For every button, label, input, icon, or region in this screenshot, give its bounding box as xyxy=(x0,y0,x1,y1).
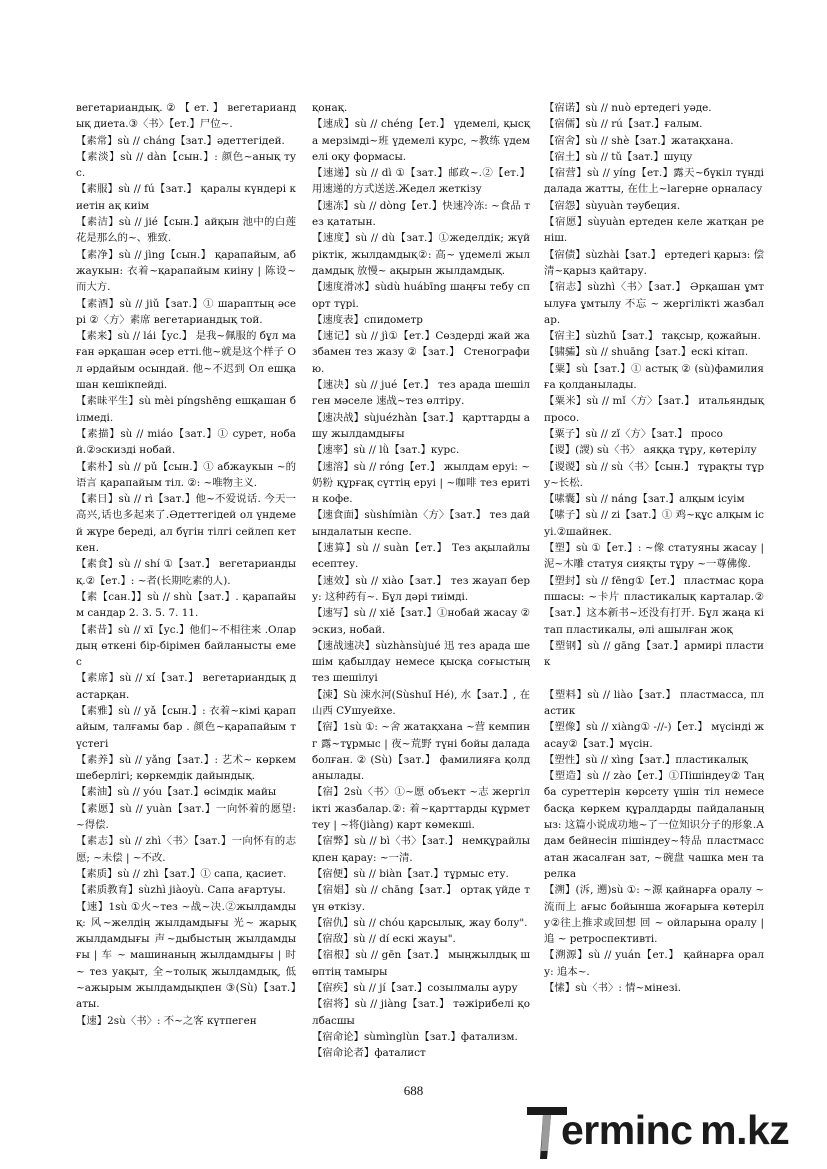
dictionary-entry: 【素志】sù // zhì〈书〉【зат.】一向怀有的志愿; ~未偿 | ~不改. xyxy=(76,835,296,864)
dictionary-entry: 【速度滑冰】sùdù huábīng шаңғы тебу спорт түрі. xyxy=(312,281,530,310)
termincom-logo[interactable] xyxy=(527,1103,817,1163)
dictionary-entry: 【宿土】sù // tǔ【зат.】шуцу xyxy=(544,150,693,163)
dictionary-entry: 【速记】sù // jì①【ет.】Сөздерді жай жазбамен тез жазу ②【зат.】 Стенографию. xyxy=(312,330,530,375)
dictionary-entry: 【素净】sù // jìng【сын.】 қарапайым, абжаукын: 衣着~қарапайым киіну | 陈设~而大方. xyxy=(76,248,296,294)
dictionary-entry: 【塑像】sù // xiàng① -//-)【ет.】 мүсінді жасау②【зат.】мүсін. xyxy=(544,721,764,750)
dictionary-entry: 【速决战】sùjuézhàn【зат.】 қарттарды ашу жылдамдығы xyxy=(312,411,530,440)
dictionary-entry: 【宿便】sù // biàn【зат.】тұрмыс ету. xyxy=(312,867,509,880)
dictionary-entry: 【宿】2sù〈书〉①~愿 объект ~志 жергілікті жазбалар.②: 着~қарттарды құрметтеу | ~将(jiàng) карт көмекші. xyxy=(312,786,530,832)
dictionary-entry: 【速】1sù ①火~тез ~战~决.②жылдамдық: 风~желдің жылдамдығы 光~ жарық жылдамдығы 声~дыбыстың жылдамдығы | 车 ~ машинаның жылдамдығы | 时 ~ тез уақыт, 全~толық жылдамдық, 低 ~ажырым жылдамдықпен ③(Sù)【зат.】аты. xyxy=(76,900,296,1011)
dictionary-entry: 【速度表】спидометр xyxy=(312,313,423,326)
dictionary-entry: 【宿仇】sù // chóu қарсылық, жау болу". xyxy=(312,916,528,929)
dictionary-entry: 【溯源】sù // yuán【ет.】 қайнарға оралу: 追本~. xyxy=(544,949,764,978)
dictionary-entry: 【宿根】sù // gēn【зат.】 мыңжылдық шөптің тамыры xyxy=(312,949,530,978)
dictionary-entry: 【速算】sù // suàn【ет.】 Тез ақылайлы есептеу. xyxy=(312,542,530,571)
dictionary-entry: 【宿舍】sù // shè【зат.】жатақхана. xyxy=(544,134,734,147)
dictionary-entry: 【速写】sù // xiě【зат.】①нобай жасау ②эскиз, нобай. xyxy=(312,607,530,636)
dictionary-entry: 【谡谡】sù // sù〈书〉【сын.】 тұрақты тұру~长松. xyxy=(544,460,764,489)
dictionary-column-3 xyxy=(544,100,764,996)
dictionary-entry: 【素质】sù // zhì【зат.】① сапа, қасиет. xyxy=(76,867,287,880)
dictionary-entry: 【宿弊】sù // bì〈书〉【зат.】 немқұрайлықпен қарау: ~一清. xyxy=(312,835,530,864)
dictionary-entry: 【速战速决】sùzhànsùjué 迅 тез арада шешім қабылдау немесе қысқа соғыстың тез шешілуі xyxy=(312,639,530,685)
dictionary-entry: 【素来】sù // lái【ус.】 是我~佩服的 бұл маған әрқашан әсер етті.他~就是这个样子 Ол әрдайым осындай. 他~不迟到 Ол ешқашан кешікпейді. xyxy=(76,330,296,392)
dictionary-entry: 【愫】sù〈书〉: 情~мінезі. xyxy=(544,982,682,995)
dictionary-entry: 【素朴】sù // pǔ【сын.】① абжаукын ~的语言 қарапайым тіл. ②: ~唯物主义. xyxy=(76,460,296,489)
dictionary-entry: 【嗉囊】sù // náng【зат.】алқым ісуім xyxy=(544,493,745,506)
dictionary-entry: 【塑钢】sù // gāng【зат.】армирі пластик xyxy=(544,639,764,669)
dictionary-entry: 【宿命论者】фаталист xyxy=(312,1047,426,1060)
dictionary-entry: 【速率】sù // lǜ【зат.】курс. xyxy=(312,444,460,457)
dictionary-entry: 【塑】sù ①【ет.】: ~像 статуяны жасау | 泥~木雕 статуя сияқты тұру ~一尊佛像. xyxy=(544,542,764,571)
dictionary-entry: 【素描】sù // miáo【зат.】① сурет, нобай.②эскизді нобай. xyxy=(76,427,296,457)
dictionary-entry: 【粟】sù【зат.】① астық ② (sù)фамилияға қолданылады. xyxy=(544,362,764,392)
dictionary-entry: 【速溶】sù // róng【ет.】 жылдам еруі: ~奶粉 құрғақ сүттің еруі | ~咖啡 тез еритін кофе. xyxy=(312,460,530,506)
dictionary-entry: 【素雅】sù // yǎ【сын.】: 衣着~кімі қарапайым, талғамы бар . 颜色~қарапайым түстегі xyxy=(76,704,296,750)
dictionary-entry: 【速食面】sùshímiàn〈方〉【зат.】 тез дайындалатын кеспе. xyxy=(312,509,530,538)
dictionary-entry: 【粟米】sù // mǐ〈方〉【зат.】 итальяндық просо. xyxy=(544,395,764,424)
dictionary-entry: 【溯】(泝, 遡)sù ①: ~源 қайнарға оралу ~流而上 ағыс бойынша жоғарыға көтерілу②往上推求或回想 回 ~ ойларына оралу | 追 ~ ретроспективті. xyxy=(544,884,764,946)
dictionary-entry: 【素愿】sù // yuàn【зат.】一向怀着的愿望: ~得偿. xyxy=(76,802,296,832)
dictionary-entry: 【宿营】sù // yíng【ет.】露天~бүкіл түнді далада жатты, 在仕上~lагерне орналасу xyxy=(544,167,764,196)
dictionary-entry: 【素昔】sù // xī【ус.】他们~不相往来 .Олардың өткені бір-бірімен байланысты емес xyxy=(76,623,296,669)
dictionary-entry: 【宿】1sù ①: ~舍 жатақхана ~营 кемпинг 露~тұрмыс | 夜~荒野 түні бойы далада болған. ② (Sù)【зат.】 фамилияға қолданылады. xyxy=(312,721,530,783)
dictionary-entry: 【素服】sù // fú【зат.】 қаралы күндері киетін ақ киім xyxy=(76,183,296,212)
logo-text: erminc m.kz xyxy=(561,1107,790,1153)
dictionary-entry: 【嗉子】sù // zi【зат.】① 鸡~құс алқым ісуі.②шайнек. xyxy=(544,509,764,538)
dictionary-entry: 【素洁】sù // jié【сын.】айқын 池中的白莲花是那么的~、雅致. xyxy=(76,216,296,245)
dictionary-entry: 【素【сан.】】sù // shù【зат.】. қарапайым сандар 2. 3. 5. 7. 11. xyxy=(76,590,296,620)
dictionary-entry: 【宿敌】sù // dí ескі жауы". xyxy=(312,933,456,946)
dictionary-entry: 【素常】sù // cháng【зат.】әдеттегідей. xyxy=(76,134,285,147)
dictionary-entry: 【宿愿】sùyuàn ертеден келе жатқан реніш. xyxy=(544,216,764,245)
dictionary-entry: 【骕骦】sù // shuāng【зат.】ескі кітап. xyxy=(544,346,749,359)
dictionary-entry: 【粟子】sù // zǐ〈方〉【зат.】 просо xyxy=(544,427,723,440)
dictionary-entry: 【宿儒】sù // rú【зат.】ғалым. xyxy=(544,118,703,131)
dictionary-entry: 【素席】sù // xí【зат.】 вегетариандық дастарқан. xyxy=(76,672,296,701)
dictionary-entry: 【宿将】sù // jiàng【зат.】 тәжірибелі қолбасшы xyxy=(312,998,530,1027)
dictionary-entry: 【宿债】sùzhài【зат.】 ертедегі қарыз: 偿清~қарыз қайтару. xyxy=(544,248,764,277)
dictionary-entry: 【素昧平生】sù mèi píngshēng ешқашан білмеді. xyxy=(76,395,296,424)
dictionary-entry: 【速成】sù // chéng【ет.】 үдемелі, қысқа мерзімді~班 үдемелі курс, ~教练 үдемелі оқу формасы. xyxy=(312,118,530,163)
dictionary-entry: 【塑性】sù // xìng【зат.】пластикалық xyxy=(544,753,748,766)
dictionary-entry: 【宿主】sùzhǔ【зат.】 тақсыр, қожайын. xyxy=(544,330,761,343)
dictionary-entry: 【素食】sù // shí ①【зат.】 вегетариандық.②【ет.】: ~者(长期吃素的人). xyxy=(76,558,296,587)
dictionary-entry: 【素淡】sù // dàn【сын.】: 颜色~анық тус. xyxy=(76,150,296,180)
dictionary-entry: 【宿娼】sù // chāng【зат.】 ортақ үйде түн өткізу. xyxy=(312,884,530,913)
dictionary-entry: 【速效】sù // xiào【зат.】 тез жауап беру: 这种药有~. Бұл дәрі тиімді. xyxy=(312,574,530,603)
dictionary-column-2 xyxy=(312,100,530,1062)
page-number: 688 xyxy=(403,1083,424,1098)
dictionary-entry: 【塑封】sù // fēng①【ет.】 пластмас қорапшасы: ~卡片 пластикалық карталар.②【зат.】这本新书~还没有打开. Бұл жаңа кітап пластикалы, әлі ашылған жоқ xyxy=(544,574,764,636)
dictionary-entry: 【速冻】sù // dòng【ет.】快速冷冻: ~食品 тез қататын. xyxy=(312,199,530,229)
dictionary-entry: вегетариандық. ② 【 ет. 】 вегетариандық диета.③〈书〉【ет.】尸位~. xyxy=(76,102,296,131)
dictionary-entry: 【素油】sù // yóu【зат.】өсімдік майы xyxy=(76,786,277,799)
dictionary-entry: 【素酒】sù // jiǔ【зат.】① шараптың әсері ②〈方〉素席 вегетариандық той. xyxy=(76,297,296,326)
dictionary-entry: 【宿命论】sùmìnglùn【зат.】фатализм. xyxy=(312,1030,518,1043)
dictionary-entry: 【速递】sù // dì ①【зат.】邮政~.②【ет.】用速递的方式送送.Жедел жеткізу xyxy=(312,167,530,196)
dictionary-entry: 【宿志】sùzhì〈书〉【зат.】 Әрқашан ұмтылуға ұмтылу 不忘 ~ жергілікті жазбалар. xyxy=(544,281,764,326)
dictionary-entry: қонақ. xyxy=(312,102,348,114)
dictionary-entry: 【宿诺】sù // nuò ертедегі уәде. xyxy=(544,102,712,114)
dictionary-entry: 【素养】sù // yǎng【зат.】: 艺术~ көркем шеберлігі; көркемдік дайындық. xyxy=(76,753,296,783)
dictionary-entry: 【塑料】sù // liào【зат.】 пластмасса, пластик xyxy=(544,688,764,717)
dictionary-entry: 【素质教育】sùzhì jiàoyù. Сапа ағартуы. xyxy=(76,884,286,897)
dictionary-entry xyxy=(544,670,764,686)
dictionary-entry: 【宿疾】sù // jí【зат.】созылмалы ауру xyxy=(312,982,518,995)
dictionary-entry: 【塑造】sù // zào【ет.】①Пішіндеу② Таңба суреттерін көрсету үшін тіл немесе басқа көркем құралдарды пайдаланыңыз: 这篇小说成功地~了一位知识分子的形象.Адам бейнесін пішіндеу~特品 пластмассатан жасалған зат, ~碗盘 чашка мен тарелка xyxy=(544,770,764,880)
dictionary-entry: 【素日】sù // rì【зат.】他~不爱说话. 今天一高兴,话也多起来了.Әдеттегідей ол үндемей жүре береді, ал бүгін тілгі сейлеп кеткен. xyxy=(76,493,296,555)
dictionary-entry: 【速】2sù〈书〉: 不~之客 күтпеген xyxy=(76,1014,257,1027)
dictionary-entry: 【谡】(謖) sù〈书〉 аяққа тұру, көтерілу xyxy=(544,444,757,457)
dictionary-column-1 xyxy=(76,100,296,1029)
dictionary-entry: 【宿怨】sùyuàn тәубеция. xyxy=(544,199,681,212)
dictionary-entry: 【速度】sù // dù【зат.】①жеделдік; жүйріктік, жылдамдық②: 高~ үдемелі жылдамдық 放慢~ ақырын жылдамдық. xyxy=(312,232,530,277)
dictionary-entry: 【涑】Sù 涑水河(Sùshuǐ Hé), 水【зат.】, 在山西 СУшуейхе. xyxy=(312,688,530,717)
dictionary-entry: 【速决】sù // jué【ет.】 тез арада шешілген мәселе 速战~тез өлтіру. xyxy=(312,379,530,408)
